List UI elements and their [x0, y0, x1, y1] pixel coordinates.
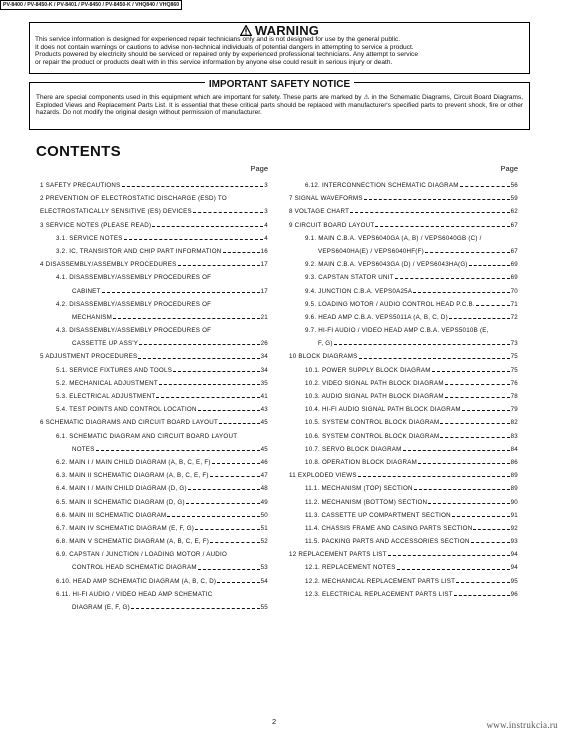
toc-entry-label: F, G): [318, 340, 333, 348]
toc-leader: [469, 265, 510, 266]
toc-entry-label: 12.3. ELECTRICAL REPLACEMENT PARTS LIST: [305, 590, 453, 598]
toc-entry-label: 6.1. SCHEMATIC DIAGRAM AND CIRCUIT BOARD LAYOUT: [56, 432, 238, 440]
toc-leader: [156, 397, 259, 398]
toc-entry-page: 54: [260, 577, 268, 585]
toc-leader: [198, 569, 260, 570]
toc-entry-label: CONTROL HEAD SCHEMATIC DIAGRAM: [72, 564, 197, 572]
toc-entry-label: MECHANISM: [72, 313, 113, 321]
toc-entry: [289, 469, 518, 482]
toc-entry: [40, 311, 268, 324]
toc-leader: [96, 450, 260, 451]
toc-entry-page: 84: [510, 445, 518, 453]
toc-entry-page: 34: [260, 353, 268, 361]
toc-entry: [40, 324, 268, 337]
toc-entry-label: 12.2. MECHANICAL REPLACEMENT PARTS LIST: [305, 577, 456, 585]
toc-leader: [440, 437, 509, 438]
toc-entry: [289, 377, 518, 390]
contents-title: CONTENTS: [36, 143, 121, 160]
toc-entry-page: 41: [260, 393, 268, 400]
toc-entry-label: 11.5. PACKING PARTS AND ACCESSORIES SECTION: [305, 538, 470, 546]
toc-entry-label: 10.8. OPERATION BLOCK DIAGRAM: [305, 458, 418, 466]
toc-entry-label: 8 VOLTAGE CHART: [289, 208, 350, 216]
toc-entry-label: 5.3. ELECTRICAL ADJUSTMENT: [56, 393, 156, 400]
toc-entry: [289, 548, 518, 561]
toc-entry-label: 9.4. JUNCTION C.B.A. VEPS0A25A: [305, 287, 413, 295]
toc-leader: [198, 410, 260, 411]
toc-entry: [40, 271, 268, 284]
toc-entry: [289, 258, 518, 271]
toc-entry-label: CASSETTE UP ASS'Y: [72, 340, 139, 348]
toc-entry-label: 10.5. SYSTEM CONTROL BLOCK DIAGRAM: [305, 419, 440, 427]
toc-entry-label: 6.8. MAIN V SCHEMATIC DIAGRAM (A, B, C, E, F): [56, 538, 210, 546]
toc-entry: [289, 416, 518, 429]
toc-entry-page: 53: [260, 564, 268, 572]
toc-entry: [40, 535, 268, 548]
toc-entry: [289, 298, 518, 311]
toc-entry-label: 6.2. MAIN I / MAIN CHILD DIAGRAM (A, B, C, E, F): [56, 458, 211, 466]
toc-entry: [40, 482, 268, 495]
toc-entry-label: 9 CIRCUIT BOARD LAYOUT: [289, 221, 375, 229]
toc-entry-label: 6.6. MAIN III SCHEMATIC DIAGRAM: [56, 511, 167, 519]
toc-leader: [449, 318, 510, 319]
toc-leader: [139, 344, 259, 345]
toc-entry: [289, 271, 518, 284]
toc-entry: [40, 298, 268, 311]
toc-leader: [471, 542, 510, 543]
toc-entry: [289, 430, 518, 443]
toc-leader: [445, 384, 510, 385]
toc-entry: [289, 390, 518, 403]
toc-entry: [40, 179, 268, 192]
toc-entry: [40, 456, 268, 469]
toc-entry-label: 11.3. CASSETTE UP COMPARTMENT SECTION: [305, 511, 451, 519]
toc-leader: [186, 503, 260, 504]
toc-entry-page: 17: [260, 261, 268, 269]
toc-entry-label: 11.2. MECHANISM (BOTTOM) SECTION: [305, 498, 428, 506]
toc-entry: [40, 364, 268, 377]
toc-entry-label: VEPS6040HA(E) / VEPS6040HF(F): [318, 247, 424, 255]
toc-leader: [454, 595, 510, 596]
toc-leader: [131, 608, 260, 609]
toc-entry-page: 59: [510, 195, 518, 203]
toc-leader: [425, 252, 510, 253]
toc-leader: [445, 397, 510, 398]
toc-leader: [210, 476, 260, 477]
toc-entry: [289, 588, 518, 601]
toc-entry-page: 51: [260, 524, 268, 532]
toc-leader: [418, 463, 510, 464]
toc-entry: [289, 496, 518, 509]
toc-entry-label: 10 BLOCK DIAGRAMS: [289, 353, 358, 361]
toc-entry-page: 62: [510, 208, 518, 216]
toc-entry: [40, 443, 268, 456]
toc-entry: [40, 469, 268, 482]
warning-line: It does not contain warnings or cautions to advise non-technical individuals of potential dangers in attempting to service a product.: [35, 43, 414, 51]
toc-entry-page: 76: [510, 379, 518, 387]
toc-entry-page: 86: [510, 458, 518, 466]
toc-leader: [460, 186, 510, 187]
toc-entry-label: 6.11. HI-FI AUDIO / VIDEO HEAD AMP SCHEMATIC: [56, 590, 213, 598]
warning-box: [29, 22, 530, 74]
toc-entry: [40, 430, 268, 443]
toc-leader: [428, 503, 509, 504]
toc-leader: [413, 292, 509, 293]
toc-entry-label: 7 SIGNAL WAVEFORMS: [289, 195, 363, 203]
toc-leader: [212, 463, 260, 464]
safety-notice-text: There are special components used in this equipment which are important for safety. These parts are marked by ⚠ in the Schematic Diagrams, Circuit Board Diagrams, Exploded Views and Replacement Parts List. It is essential that these critical parts should be replaced with manufacturer's specified parts to prevent shock, fire or other hazards. Do not modify the original design without permission of manufacturer.: [36, 94, 523, 117]
toc-leader: [462, 410, 510, 411]
warning-line: Products powered by electricity should be serviced or repaired only by experienced professional technicians. Any attempt to service: [35, 51, 419, 59]
toc-entry: [289, 535, 518, 548]
toc-leader: [432, 371, 510, 372]
toc-leader: [195, 529, 259, 530]
watermark: www.instrukcia.ru: [486, 720, 558, 730]
warning-line: This service information is designed for experienced repair technicians only and is not designed for use by the general public.: [35, 36, 401, 43]
page-column-header: Page: [250, 164, 268, 173]
toc-leader: [364, 199, 510, 200]
toc-leader: [122, 186, 264, 187]
toc-entry-label: 3.2. IC, TRANSISTOR AND CHIP PART INFORMATION: [56, 247, 222, 255]
toc-entry-page: 91: [510, 511, 518, 519]
toc-entry-label: 9.6. HEAD AMP C.B.A. VEPS5011A (A, B, C, D): [305, 313, 448, 321]
toc-entry-page: 67: [510, 221, 518, 229]
toc-entry: [289, 350, 518, 363]
toc-leader: [403, 450, 510, 451]
toc-entry: [289, 205, 518, 218]
toc-entry-page: 75: [510, 353, 518, 361]
safety-notice-box: [29, 79, 530, 130]
model-header-tab: PV-8400 / PV-8450-K / PV-8401 / PV-8450 / PV-8450-K / VHQ840 / VHQ860: [0, 0, 182, 10]
toc-leader: [173, 371, 260, 372]
toc-entry-label: 6.3. MAIN II SCHEMATIC DIAGRAM (A, B, C, E, F): [56, 472, 209, 480]
toc-entry: [40, 416, 268, 429]
toc-entry: [40, 245, 268, 258]
toc-entry-page: 69: [510, 261, 518, 269]
toc-entry: [40, 588, 268, 601]
toc-entry: [40, 548, 268, 561]
toc-entry-label: 9.2. MAIN C.B.A. VEPS6043GA (D) / VEPS6043HA(G): [305, 261, 468, 269]
toc-entry: [289, 364, 518, 377]
toc-left-column: [40, 164, 268, 614]
toc-entry-label: 11.1. MECHANISM (TOP) SECTION: [305, 485, 413, 493]
toc-entry: [289, 561, 518, 574]
toc-entry-page: 72: [510, 313, 518, 321]
toc-entry-label: 10.4. HI-FI AUDIO SIGNAL PATH BLOCK DIAGRAM: [305, 406, 461, 414]
toc-entry-page: 67: [510, 247, 518, 255]
toc-leader: [476, 305, 510, 306]
toc-entry-page: 94: [510, 551, 518, 559]
toc-leader: [113, 318, 260, 319]
toc-entry-page: 55: [260, 604, 268, 611]
toc-entry: [40, 496, 268, 509]
toc-entry-page: 56: [510, 182, 518, 189]
toc-entry-page: 16: [260, 247, 268, 255]
toc-entry-label: 6.7. MAIN IV SCHEMATIC DIAGRAM (E, F, G): [56, 524, 195, 532]
toc-entry-label: 6.10. HEAD AMP SCHEMATIC DIAGRAM (A, B, C, D): [56, 577, 217, 585]
toc-entry-label: 3.1. SERVICE NOTES: [56, 234, 123, 242]
toc-entry-page: 26: [260, 340, 268, 348]
toc-entry: [40, 232, 268, 245]
toc-entry-page: 69: [510, 274, 518, 282]
toc-entry-page: 52: [260, 538, 268, 546]
toc-entry-label: 4.1. DISASSEMBLY/ASSEMBLY PROCEDURES OF: [56, 274, 212, 282]
toc-entry-label: 1 SAFETY PRECAUTIONS: [40, 182, 121, 189]
toc-entry: [289, 509, 518, 522]
toc-entry-page: 43: [260, 406, 268, 414]
toc-entry: [289, 337, 518, 350]
toc-entry-page: 93: [510, 538, 518, 546]
toc-entry-label: 4.3. DISASSEMBLY/ASSEMBLY PROCEDURES OF: [56, 327, 212, 335]
toc-entry: [40, 601, 268, 614]
toc-leader: [124, 239, 264, 240]
toc-entry: [40, 390, 268, 403]
toc-entry-page: 96: [510, 590, 518, 598]
toc-entry: [289, 482, 518, 495]
toc-entry-label: 4 DISASSEMBLY/ASSEMBLY PROCEDURES: [40, 261, 177, 269]
toc-leader: [452, 516, 510, 517]
toc-entry-label: 9.7. HI-FI AUDIO / VIDEO HEAD AMP C.B.A. VEPS5010B (E,: [305, 327, 489, 335]
toc-entry-label: 5.4. TEST POINTS AND CONTROL LOCATION: [56, 406, 197, 414]
toc-entry-label: 12.1. REPLACEMENT NOTES: [305, 564, 396, 572]
toc-entry-page: 3: [264, 208, 268, 216]
toc-entry-label: ELECTROSTATICALLY SENSITIVE (ES) DEVICES: [40, 208, 192, 216]
toc-entry-label: CABINET: [72, 287, 101, 295]
toc-entry-label: 10.6. SYSTEM CONTROL BLOCK DIAGRAM: [305, 432, 440, 440]
toc-leader: [359, 358, 510, 359]
toc-leader: [167, 516, 259, 517]
toc-entry-page: 90: [510, 498, 518, 506]
toc-leader: [388, 555, 510, 556]
toc-entry: [289, 311, 518, 324]
toc-entry: [289, 403, 518, 416]
toc-entry-page: 4: [264, 234, 268, 242]
toc-entry: [40, 350, 268, 363]
warning-title-text: WARNING: [254, 23, 320, 38]
toc-leader: [358, 476, 510, 477]
toc-entry: [289, 245, 518, 258]
toc-entry: [289, 232, 518, 245]
toc-entry-page: 70: [510, 287, 518, 295]
toc-leader: [219, 423, 260, 424]
toc-entry-page: 47: [260, 472, 268, 480]
toc-entry-page: 17: [260, 287, 268, 295]
toc-entry: [40, 285, 268, 298]
toc-leader: [152, 226, 263, 227]
toc-entry: [40, 192, 268, 205]
toc-entry-page: 94: [510, 564, 518, 572]
toc-leader: [334, 344, 510, 345]
toc-entry-label: 11 EXPLODED VIEWS: [289, 472, 357, 480]
toc-entry-label: NOTES: [72, 445, 95, 453]
toc-entry-page: 35: [260, 379, 268, 387]
toc-leader: [473, 529, 509, 530]
toc-entry-page: 50: [260, 511, 268, 519]
toc-entry-page: 4: [264, 221, 268, 229]
toc-entry: [289, 285, 518, 298]
toc-leader: [456, 582, 509, 583]
toc-entry-page: 75: [510, 366, 518, 374]
toc-entry-label: 11.4. CHASSIS FRAME AND CASING PARTS SECTION: [305, 524, 473, 532]
toc-entry-page: 79: [510, 406, 518, 414]
toc-entry-label: 12 REPLACEMENT PARTS LIST: [289, 551, 387, 559]
toc-entry: [40, 561, 268, 574]
toc-leader: [375, 226, 509, 227]
toc-entry: [40, 219, 268, 232]
toc-entry-label: 4.2. DISASSEMBLY/ASSEMBLY PROCEDURES OF: [56, 300, 212, 308]
toc-leader: [178, 265, 260, 266]
toc-entry-label: 3 SERVICE NOTES (PLEASE READ): [40, 221, 152, 229]
page-column-header: Page: [500, 164, 518, 173]
toc-entry: [40, 575, 268, 588]
toc-entry: [289, 575, 518, 588]
toc-entry-label: 5.1. SERVICE FIXTURES AND TOOLS: [56, 366, 173, 374]
toc-entry: [289, 456, 518, 469]
toc-entry-page: 83: [510, 432, 518, 440]
toc-entry: [289, 443, 518, 456]
toc-entry: [289, 179, 518, 192]
toc-entry-label: 10.2. VIDEO SIGNAL PATH BLOCK DIAGRAM: [305, 379, 444, 387]
toc-leader: [217, 582, 259, 583]
toc-entry-page: 78: [510, 393, 518, 400]
toc-entry-page: 89: [510, 485, 518, 493]
toc-entry-label: 9.1. MAIN C.B.A. VEPS6040GA (A, B) / VEPS6040GB (C) /: [305, 234, 482, 242]
toc-entry: [289, 219, 518, 232]
toc-entry-label: 6.4. MAIN I / MAIN CHILD DIAGRAM (D, G): [56, 485, 187, 493]
toc-entry-page: 45: [260, 445, 268, 453]
toc-entry: [289, 522, 518, 535]
toc-leader: [440, 423, 509, 424]
toc-entry-label: 10.1. POWER SUPPLY BLOCK DIAGRAM: [305, 366, 431, 374]
toc-entry-label: 5 ADJUSTMENT PROCEDURES: [40, 353, 138, 361]
toc-entry-page: 49: [260, 498, 268, 506]
toc-leader: [350, 212, 509, 213]
toc-entry-page: 21: [260, 313, 268, 321]
warning-triangle-icon: [240, 25, 252, 36]
toc-entry-page: 45: [260, 419, 268, 427]
page-number: 2: [272, 717, 277, 726]
toc-leader: [397, 569, 510, 570]
toc-entry: [40, 403, 268, 416]
warning-line: or repair the product or products dealt with in this service information by anyone else could result in serious injury or death.: [35, 58, 393, 66]
toc-entry: [40, 377, 268, 390]
toc-entry-label: 2 PREVENTION OF ELECTROSTATIC DISCHARGE (ESD) TO: [40, 195, 227, 203]
toc-entry-page: 73: [510, 340, 518, 348]
toc-entry: [289, 192, 518, 205]
toc-entry-page: 89: [510, 472, 518, 480]
toc-right-column: [289, 164, 518, 601]
toc-entry-page: 46: [260, 458, 268, 466]
toc-entry-page: 3: [264, 182, 268, 189]
toc-entry-label: 10.3. AUDIO SIGNAL PATH BLOCK DIAGRAM: [305, 393, 444, 400]
warning-text: [35, 36, 524, 66]
toc-leader: [193, 212, 263, 213]
toc-entry: [40, 205, 268, 218]
toc-entry-page: 92: [510, 524, 518, 532]
toc-leader: [414, 489, 510, 490]
toc-entry-page: 48: [260, 485, 268, 493]
toc-leader: [395, 278, 510, 279]
toc-leader: [223, 252, 260, 253]
warning-title: [30, 24, 529, 37]
toc-entry-label: 6.12. INTERCONNECTION SCHEMATIC DIAGRAM: [305, 182, 459, 189]
safety-notice-title: IMPORTANT SAFETY NOTICE: [30, 79, 529, 91]
toc-entry: [40, 509, 268, 522]
toc-entry-page: 34: [260, 366, 268, 374]
toc-entry: [40, 258, 268, 271]
toc-entry-label: 6.9. CAPSTAN / JUNCTION / LOADING MOTOR / AUDIO: [56, 551, 228, 559]
toc-entry-label: 5.2. MECHANICAL ADJUSTMENT: [56, 379, 158, 387]
toc-entry: [289, 324, 518, 337]
toc-entry-label: 10.7. SERVO BLOCK DIAGRAM: [305, 445, 402, 453]
toc-entry-page: 82: [510, 419, 518, 427]
toc-entry-label: 9.5. LOADING MOTOR / AUDIO CONTROL HEAD P.C.B.: [305, 300, 475, 308]
toc-entry-page: 95: [510, 577, 518, 585]
toc-entry-label: DIAGRAM (E, F, G): [72, 604, 130, 611]
toc-leader: [159, 384, 260, 385]
toc-entry-page: 71: [510, 300, 518, 308]
toc-leader: [138, 358, 259, 359]
toc-leader: [210, 542, 259, 543]
toc-entry-label: 6 SCHEMATIC DIAGRAMS AND CIRCUIT BOARD LAYOUT: [40, 419, 218, 427]
toc-entry: [40, 522, 268, 535]
toc-leader: [188, 489, 260, 490]
toc-leader: [102, 292, 260, 293]
toc-entry: [40, 337, 268, 350]
toc-entry-label: 9.3. CAPSTAN STATOR UNIT: [305, 274, 394, 282]
toc-entry-label: 6.5. MAIN II SCHEMATIC DIAGRAM (D, G): [56, 498, 185, 506]
